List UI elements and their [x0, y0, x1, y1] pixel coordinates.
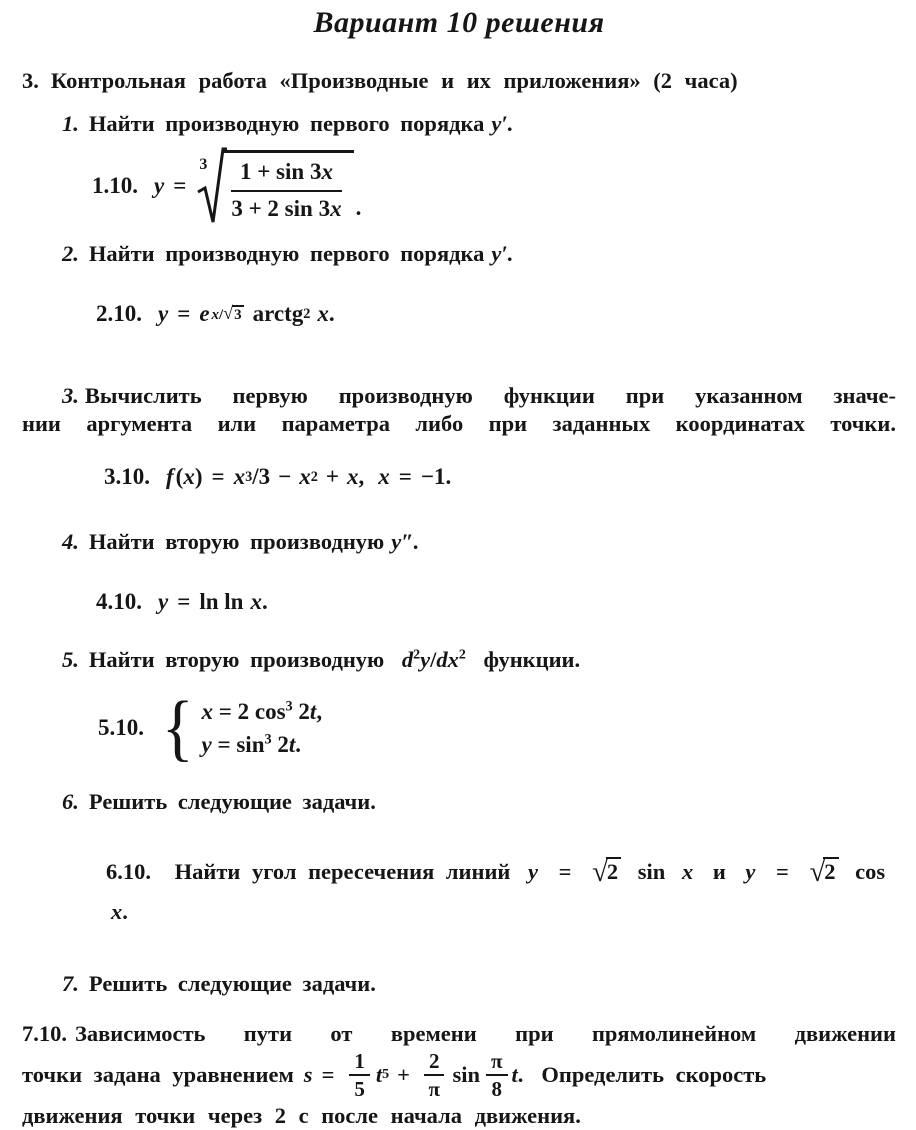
task-2-math: y′.	[491, 241, 514, 266]
problem-5-10-label: 5.10.	[98, 715, 144, 740]
problem-7-10-text-line-3: движения точки через 2 с после начала движения.	[22, 1103, 581, 1128]
var-y: y	[745, 859, 756, 884]
task-5-number: 5.	[62, 647, 79, 672]
task-7-number: 7.	[62, 971, 79, 996]
task-2-text: Найти производную первого порядка	[88, 241, 485, 266]
task-3-text-line-1: Вычислить первую производную функции при указанном значе-	[84, 383, 896, 408]
var-y: y	[158, 301, 169, 326]
sin-function: sin	[637, 859, 666, 884]
exponent-3: 3	[264, 730, 272, 747]
task-3-line-2	[22, 410, 896, 438]
task-7-heading	[22, 970, 896, 998]
conjunction-and: и	[712, 859, 726, 884]
task-4-math: y″.	[391, 529, 420, 554]
plus-sign: +	[325, 464, 339, 489]
numerator-text: 1 + sin 3	[239, 158, 322, 184]
denominator	[231, 192, 341, 223]
task-6-heading	[22, 788, 896, 816]
var-x: x	[211, 307, 220, 323]
cube-root	[197, 146, 353, 226]
sqrt-2	[592, 856, 621, 888]
fraction	[231, 158, 341, 223]
equals-sign: =	[211, 464, 225, 489]
task-6-text: Решить следующие задачи.	[88, 789, 376, 814]
task-6-number: 6.	[62, 789, 79, 814]
var-t: t	[309, 698, 317, 724]
problem-4-10-label: 4.10.	[96, 589, 142, 614]
value-minus-one: −1	[420, 464, 446, 489]
var-x: x	[183, 464, 195, 489]
task-4-number: 4.	[62, 529, 79, 554]
problem-7-10-line-2: точки задана уравнением s = $\frac{1}{5}$ t 5 + $\frac{2}{\pi}$ sin $\frac{\pi}{8}$ t . Определить скорость	[22, 1049, 767, 1101]
radicand: 2	[606, 857, 621, 884]
denominator-text: 3 + 2 sin 3	[231, 195, 331, 221]
radical-glyph: √	[223, 303, 234, 323]
equals-sign: =	[177, 589, 191, 614]
derivative-expression	[402, 647, 466, 672]
ln-ln: ln ln	[199, 589, 244, 614]
radicand	[223, 150, 353, 223]
task-3-line-1	[22, 382, 896, 410]
var-t: t	[288, 731, 296, 757]
exponent-2: 2	[458, 647, 466, 663]
task-2-heading	[22, 240, 896, 268]
section-title: Контрольная работа «Производные и их приложения» (2 часа)	[50, 68, 738, 93]
equation-intro-text: точки задана уравнением	[22, 1062, 294, 1087]
slash: /	[430, 647, 437, 672]
var-x: x	[317, 301, 329, 326]
problem-7-10-line-3	[22, 1102, 896, 1130]
problem-5-10	[22, 687, 896, 769]
equals-sign: =	[177, 301, 191, 326]
sqrt-2	[809, 856, 838, 888]
coef-2: 2	[277, 731, 289, 757]
period: .	[295, 731, 302, 757]
var-y: y	[420, 647, 431, 672]
var-y: y	[158, 589, 169, 614]
var-t: t	[511, 1062, 518, 1087]
var-y: y	[154, 173, 165, 198]
equals-sign: =	[776, 859, 789, 884]
period: .	[328, 301, 335, 326]
task-3-text-line-2: нии аргумента или параметра либо при заданных координатах точки.	[22, 411, 896, 436]
problem-6-10-label: 6.10.	[106, 859, 151, 884]
section-heading	[22, 66, 896, 96]
fraction-pi-over-8	[486, 1049, 508, 1101]
problem-2-10: 2.10. y = e x/√3 arctg 2 x .	[22, 294, 896, 334]
var-x: x	[250, 589, 262, 614]
cos-function: cos	[855, 859, 886, 884]
radical-glyph: √	[809, 856, 826, 888]
problem-1-10	[22, 144, 896, 228]
section-number: 3.	[22, 68, 39, 93]
task-1-text: Найти производную первого порядка	[88, 111, 485, 136]
task-3-heading	[22, 382, 896, 438]
var-x: x	[330, 195, 342, 221]
system-brace: {	[161, 687, 194, 769]
task-7-text: Решить следующие задачи.	[88, 971, 376, 996]
problem-7-10-text-tail: Определить скорость	[541, 1062, 767, 1087]
minus-sign: −	[278, 464, 292, 489]
task-4-heading	[22, 528, 896, 556]
fraction-one-fifth	[349, 1049, 370, 1101]
var-y: y	[201, 731, 212, 757]
equals-sign: =	[558, 859, 572, 884]
root-index: 3	[199, 156, 208, 173]
exponent-3: 3	[285, 697, 293, 714]
problem-4-10	[22, 588, 896, 616]
var-x: x	[378, 464, 390, 489]
task-2-number: 2.	[62, 241, 79, 266]
comma: ,	[358, 464, 365, 489]
left-paren: (	[175, 464, 184, 489]
task-1-number: 1.	[62, 111, 79, 136]
task-1-heading	[22, 110, 896, 138]
period: .	[261, 589, 268, 614]
euler-e: e	[199, 301, 210, 326]
radical-glyph: √	[592, 856, 608, 888]
var-x: x	[201, 698, 214, 724]
slash: /	[219, 307, 224, 323]
problem-6-10-text: Найти угол пересечения линий	[174, 859, 511, 884]
page-title: Вариант 10 решения	[313, 6, 605, 39]
problem-7-10-label: 7.10.	[22, 1021, 67, 1046]
period: .	[122, 899, 128, 924]
period: .	[517, 1062, 524, 1087]
var-d: d	[401, 647, 414, 672]
arctg-function: arctg	[252, 301, 304, 326]
var-x: x	[321, 158, 333, 184]
task-5-text-tail: функции.	[483, 647, 581, 672]
sin-function: sin	[452, 1062, 480, 1087]
eq-2cos: = 2 cos	[218, 698, 286, 724]
problem-1-10-label: 1.10.	[92, 173, 138, 198]
var-dx: dx	[436, 647, 459, 672]
numerator: π	[486, 1049, 508, 1076]
denominator: π	[428, 1077, 440, 1101]
task-5-heading	[22, 646, 896, 674]
divided-by-3: /3	[252, 464, 271, 489]
period: .	[445, 464, 452, 489]
exponent-group	[212, 299, 244, 329]
system-line-2	[202, 730, 323, 760]
equation-system	[202, 697, 323, 760]
func-f: f	[166, 464, 174, 489]
comma: ,	[316, 698, 323, 724]
fraction-two-over-pi	[424, 1049, 445, 1101]
task-3-number: 3.	[62, 383, 79, 408]
radicand: 2	[823, 857, 838, 884]
denominator: 5	[354, 1077, 365, 1101]
var-t: t	[375, 1062, 383, 1087]
problem-7-10-line-1	[22, 1020, 896, 1048]
exponent-2: 2	[413, 647, 421, 663]
right-paren: )	[194, 464, 203, 489]
var-x: x	[233, 464, 246, 489]
problem-7-10	[22, 1020, 896, 1130]
equals-sign: =	[173, 173, 187, 198]
equals-sign: =	[321, 1062, 335, 1087]
equals-sign: =	[398, 464, 412, 489]
plus-sign: +	[397, 1062, 410, 1087]
denominator: 8	[491, 1077, 502, 1101]
period: .	[355, 195, 362, 220]
var-y: y	[528, 859, 539, 884]
var-x: x	[346, 464, 359, 489]
numerator	[231, 158, 341, 192]
numerator: 2	[424, 1049, 445, 1076]
eq-sin: = sin	[217, 731, 265, 757]
task-5-text: Найти вторую производную	[88, 647, 385, 672]
task-4-text: Найти вторую производную	[88, 529, 385, 554]
coef-2: 2	[298, 698, 310, 724]
system-line-1	[202, 697, 323, 727]
radicand: 3	[234, 307, 242, 323]
var-x: x	[681, 859, 694, 884]
problem-3-10-label: 3.10.	[104, 464, 150, 489]
task-1-math: y′.	[491, 111, 514, 136]
problem-2-10-label: 2.10.	[96, 301, 142, 326]
numerator: 1	[349, 1049, 370, 1076]
var-x: x	[111, 899, 123, 924]
problem-7-10-text-line-1: Зависимость пути от времени при прямолинейном движении	[75, 1021, 896, 1046]
problem-3-10: 3.10. f ( x ) = x 3 /3 − x 2 + x , x = −1 .	[104, 464, 452, 489]
var-x: x	[299, 464, 311, 489]
problem-6-10	[22, 852, 896, 932]
var-s: s	[303, 1062, 313, 1087]
